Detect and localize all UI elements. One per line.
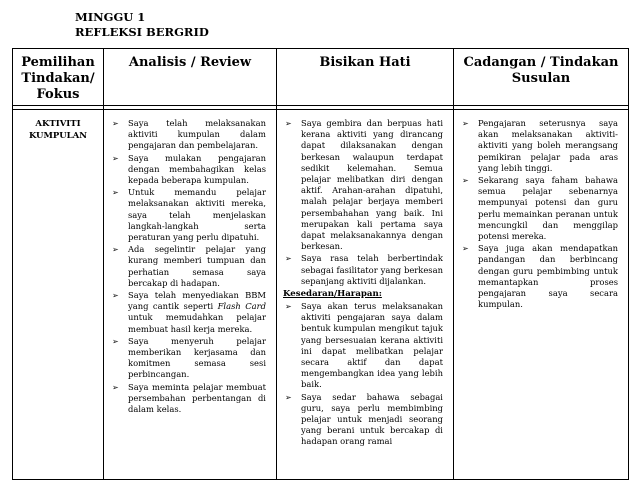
- flash-card-term: Flash Card: [217, 301, 266, 312]
- heart-list-2: [277, 301, 453, 448]
- followup-list: [454, 110, 628, 310]
- list-item: ➢ Saya rasa telah berbertindak sebagai fasilitator yang berkesan sepanjang aktiviti dijalankan.: [285, 253, 443, 286]
- list-item: ➢ Saya meminta pelajar membuat persembahan perbentangan di dalam kelas.: [112, 381, 266, 415]
- followup-cell: [454, 110, 629, 480]
- list-item: ➢ Saya mulakan pengajaran dengan membahagikan kelas kepada beberapa kumpulan.: [112, 152, 266, 186]
- list-item: ➢ Sekarang saya faham bahawa semua pelajar sebenarnya mempunyai potensi dan guru perlu memainkan peranan untuk mencungkil dan menggilap potensi mereka.: [462, 175, 618, 242]
- col-header-followup: Cadangan / Tindakan Susulan: [454, 49, 629, 106]
- bullet-arrow-icon: ➢: [112, 291, 119, 301]
- focus-cell: AKTIVITI KUMPULAN: [13, 110, 104, 480]
- list-item: ➢ Saya telah melaksanakan aktiviti kumpulan dalam pengajaran dan pembelajaran.: [112, 118, 266, 151]
- list-item: ➢ Untuk memandu pelajar melaksanakan aktiviti mereka, saya telah menjelaskan langkah-langkah serta peraturan yang perlu dipatuhi.: [112, 187, 266, 243]
- heart-list: [277, 110, 453, 287]
- col-header-heart: Bisikan Hati: [277, 49, 454, 106]
- heart-cell: [277, 110, 454, 480]
- bullet-arrow-icon: ➢: [462, 119, 469, 128]
- bullet-arrow-icon: ➢: [285, 119, 292, 128]
- list-item: ➢ Saya gembira dan berpuas hati kerana aktiviti yang dirancang dapat dilaksanakan dengan berkesan walaupun terdapat sedikit kelemahan. Semua pelajar melibatkan diri dengan aktif. Arahan-arahan dipatuhi, malah pelajar berjaya memberi persembahahan yang baik. Ini merupakan kali pertama saya dapat melaksanakannya dengan berkesan.: [285, 118, 443, 252]
- bullet-arrow-icon: ➢: [462, 176, 469, 186]
- bullet-arrow-icon: ➢: [112, 188, 119, 198]
- week-title: MINGGU 1: [75, 10, 146, 24]
- header-row: [13, 49, 629, 106]
- list-item: ➢ Ada segelintir pelajar yang kurang memberi tumpuan dan perhatian semasa saya bercakap di hadapan.: [112, 244, 266, 288]
- list-item: ➢ Saya telah menyediakan BBM yang cantik seperti Flash Card untuk memudahkan pelajar membuat hasil kerja mereka.: [112, 290, 266, 334]
- bullet-arrow-icon: ➢: [112, 382, 119, 392]
- bullet-arrow-icon: ➢: [112, 119, 119, 128]
- bullet-arrow-icon: ➢: [112, 153, 119, 163]
- reflection-table: [12, 48, 629, 480]
- analysis-list: [104, 110, 276, 415]
- bullet-arrow-icon: ➢: [462, 244, 469, 254]
- list-item: ➢ Pengajaran seterusnya saya akan melaksanakan aktiviti-aktiviti yang boleh merangsang pemikiran pelajar pada aras yang lebih tinggi.: [462, 118, 618, 173]
- list-item: ➢ Saya juga akan mendapatkan pandangan dan berbincang dengan guru pembimbing untuk memantapkan proses pengajaran saya secara kumpulan.: [462, 243, 618, 310]
- bullet-arrow-icon: ➢: [285, 254, 292, 264]
- col-header-focus: Pemilihan Tindakan/ Fokus: [13, 49, 104, 106]
- analysis-cell: [104, 110, 277, 480]
- list-item: ➢ Saya akan terus melaksanakan aktiviti pengajaran saya dalam bentuk kumpulan mengikut tajuk yang bersesuaian kerana aktiviti ini dapat melibatkan pelajar secara aktif dan dapat mengembangkan idea yang lebih baik.: [285, 301, 443, 390]
- reflection-title: REFLEKSI BERGRID: [75, 25, 209, 39]
- bullet-arrow-icon: ➢: [112, 336, 119, 346]
- awareness-subheading: Kesedaran/Harapan:: [283, 289, 382, 300]
- bullet-arrow-icon: ➢: [285, 392, 292, 402]
- document-heading: [75, 10, 209, 40]
- list-item: ➢ Saya menyeruh pelajar memberikan kerjasama dan komitmen semasa sesi perbincangan.: [112, 335, 266, 380]
- content-row: [13, 110, 629, 480]
- bullet-arrow-icon: ➢: [112, 245, 119, 255]
- bullet-arrow-icon: ➢: [285, 302, 292, 312]
- col-header-analysis: Analisis / Review: [104, 49, 277, 106]
- list-item: ➢ Saya sedar bahawa sebagai guru, saya perlu membimbing pelajar untuk menjadi seorang yang berani untuk bercakap di hadapan orang ramai: [285, 391, 443, 447]
